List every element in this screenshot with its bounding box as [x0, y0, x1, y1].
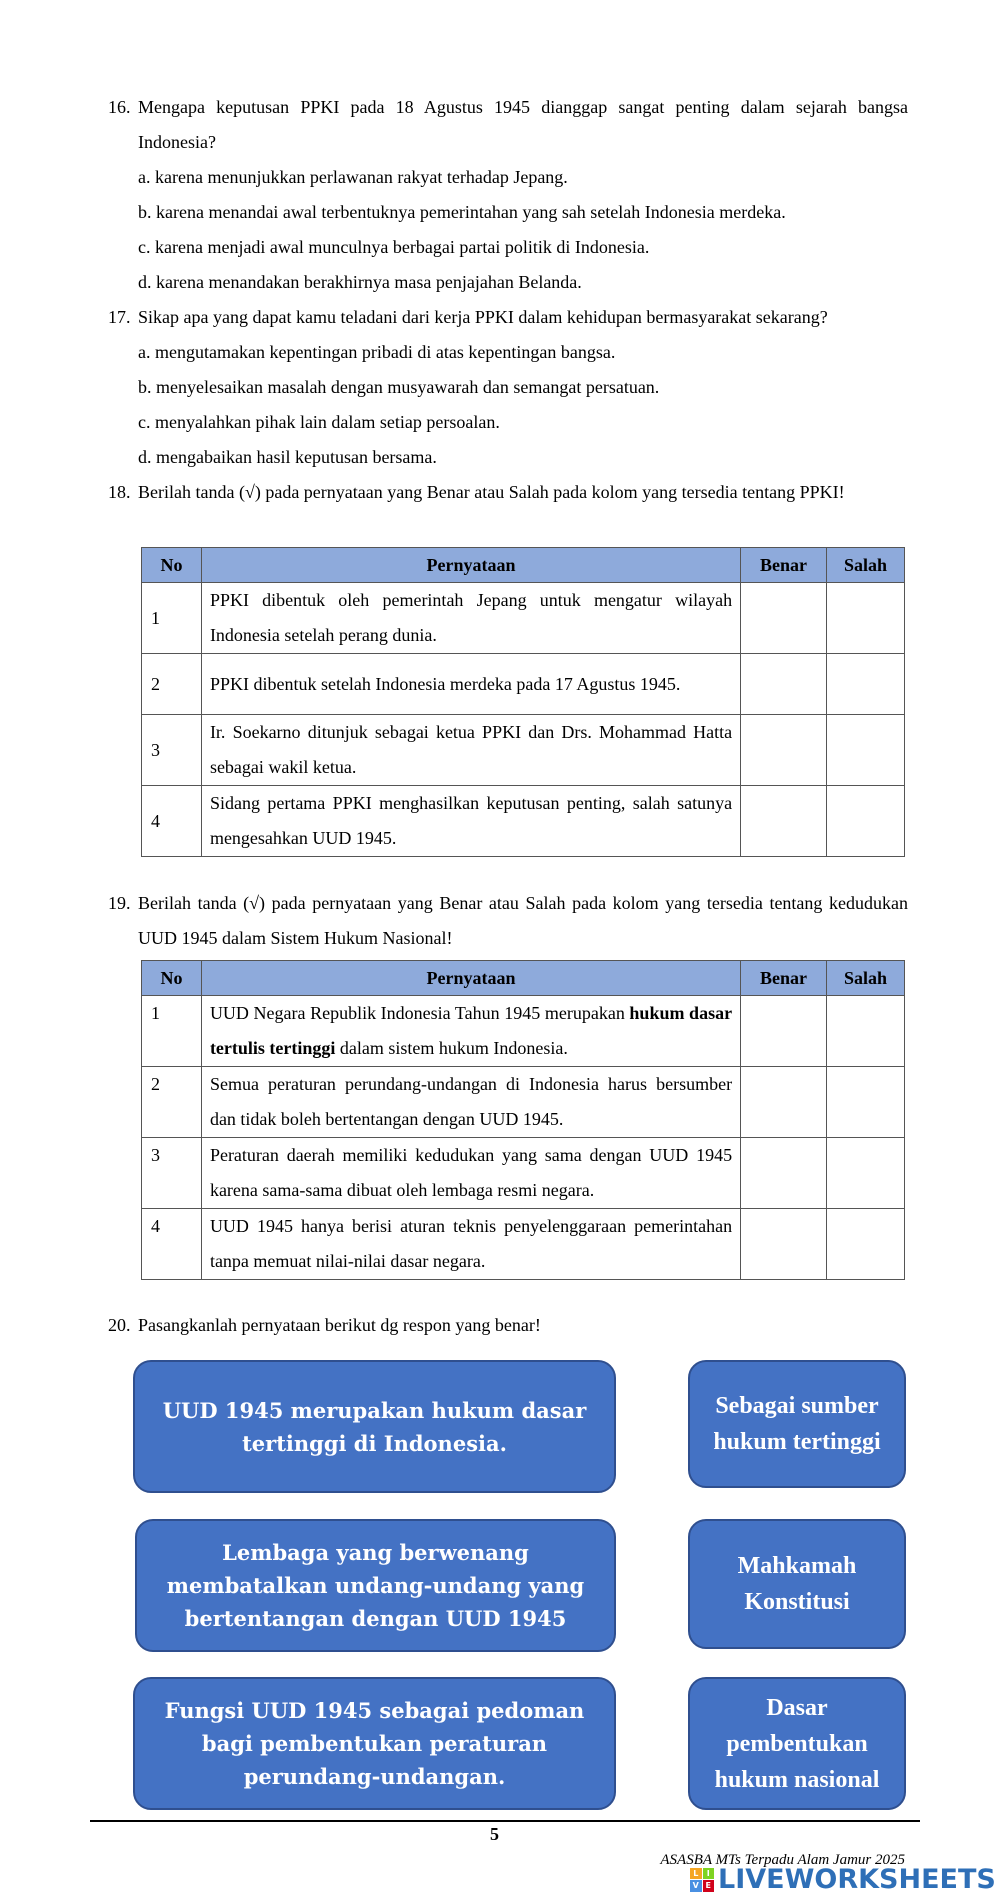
header-true: Benar — [741, 548, 827, 583]
table-row — [142, 583, 905, 654]
true-cell[interactable] — [741, 583, 827, 654]
match-response-3[interactable]: Dasar pembentukan hukum nasional — [688, 1677, 906, 1810]
statement-text: Ir. Soekarno ditunjuk sebagai ketua PPKI dan Drs. Mohammad Hatta sebagai wakil ketua. — [201, 715, 740, 786]
true-cell[interactable] — [741, 654, 827, 715]
question-number: 20. — [108, 1315, 131, 1335]
statement-text-start: UUD Negara Republik Indonesia Tahun 1945 merupakan — [209, 1003, 630, 1023]
question-16 — [108, 90, 908, 300]
question-number: 16. — [108, 97, 131, 117]
statement-text — [201, 996, 740, 1067]
header-no: No — [142, 961, 202, 996]
brand-wordmark: LIVEWORKSHEETS — [718, 1864, 996, 1895]
question-number: 18. — [108, 482, 131, 502]
question-number: 17. — [108, 307, 131, 327]
question-stem: Pasangkanlah pernyataan berikut dg respon yang benar! — [138, 1315, 541, 1335]
statement-text-end: dalam sistem hukum Indonesia. — [335, 1038, 568, 1058]
header-false: Salah — [827, 961, 905, 996]
match-statement-3[interactable]: Fungsi UUD 1945 sebagai pedoman bagi pembentukan peraturan perundang-undangan. — [133, 1677, 616, 1810]
table-row — [142, 786, 905, 857]
header-statement: Pernyataan — [201, 548, 740, 583]
statement-text: PPKI dibentuk oleh pemerintah Jepang untuk mengatur wilayah Indonesia setelah perang dunia. — [201, 583, 740, 654]
table-row — [142, 1067, 905, 1138]
statement-text: UUD 1945 hanya berisi aturan teknis penyelenggaraan pemerintahan tanpa memuat nilai-nilai dasar negara. — [201, 1209, 740, 1280]
false-cell[interactable] — [827, 654, 905, 715]
header-true: Benar — [741, 961, 827, 996]
row-number: 3 — [142, 1138, 202, 1209]
uud-true-false-table — [141, 960, 905, 1280]
true-cell[interactable] — [741, 786, 827, 857]
statement-bold: hukum dasar tertulis tertinggi — [209, 1003, 733, 1058]
header-statement: Pernyataan — [201, 961, 740, 996]
match-response-2[interactable]: Mahkamah Konstitusi — [688, 1519, 906, 1649]
option-b[interactable]: b. menyelesaikan masalah dengan musyawarah dan semangat persatuan. — [138, 377, 660, 397]
row-number: 2 — [142, 654, 202, 715]
liveworksheets-logo-icon — [690, 1868, 714, 1892]
true-cell[interactable] — [741, 996, 827, 1067]
liveworksheets-brand[interactable] — [690, 1864, 996, 1895]
logo-letter: E — [703, 1880, 715, 1892]
question-17 — [108, 300, 908, 475]
match-response-1[interactable]: Sebagai sumber hukum tertinggi — [688, 1360, 906, 1488]
option-c[interactable]: c. karena menjadi awal munculnya berbagai partai politik di Indonesia. — [138, 237, 650, 257]
true-cell[interactable] — [741, 1209, 827, 1280]
row-number: 2 — [142, 1067, 202, 1138]
false-cell[interactable] — [827, 715, 905, 786]
option-b[interactable]: b. karena menandai awal terbentuknya pemerintahan yang sah setelah Indonesia merdeka. — [138, 202, 786, 222]
header-no: No — [142, 548, 202, 583]
question-stem: Berilah tanda (√) pada pernyataan yang Benar atau Salah pada kolom yang tersedia tentang PPKI! — [138, 482, 845, 502]
false-cell[interactable] — [827, 1209, 905, 1280]
question-stem: Berilah tanda (√) pada pernyataan yang Benar atau Salah pada kolom yang tersedia tentang kedudukan UUD 1945 dalam Sistem Hukum Nasional! — [138, 893, 908, 948]
table-row — [142, 654, 905, 715]
match-statement-2[interactable]: Lembaga yang berwenang membatalkan undang-undang yang bertentangan dengan UUD 1945 — [135, 1519, 616, 1652]
page-number: 5 — [490, 1824, 499, 1844]
table-row — [142, 1209, 905, 1280]
option-a[interactable]: a. karena menunjukkan perlawanan rakyat terhadap Jepang. — [138, 167, 568, 187]
match-statement-1[interactable]: UUD 1945 merupakan hukum dasar tertinggi di Indonesia. — [133, 1360, 616, 1493]
logo-letter: V — [690, 1880, 702, 1892]
option-a[interactable]: a. mengutamakan kepentingan pribadi di atas kepentingan bangsa. — [138, 342, 616, 362]
row-number: 1 — [142, 996, 202, 1067]
table-row — [142, 1138, 905, 1209]
school-footer: ASASBA MTs Terpadu Alam Jamur 2025 — [660, 1852, 905, 1868]
statement-text: Sidang pertama PPKI menghasilkan keputusan penting, salah satunya mengesahkan UUD 1945. — [201, 786, 740, 857]
false-cell[interactable] — [827, 786, 905, 857]
logo-letter: I — [703, 1868, 715, 1880]
question-18 — [108, 475, 908, 510]
statement-text: Peraturan daerah memiliki kedudukan yang sama dengan UUD 1945 karena sama-sama dibuat oleh lembaga resmi negara. — [201, 1138, 740, 1209]
header-false: Salah — [827, 548, 905, 583]
footer-divider — [90, 1820, 920, 1822]
false-cell[interactable] — [827, 996, 905, 1067]
true-cell[interactable] — [741, 1067, 827, 1138]
row-number: 4 — [142, 786, 202, 857]
true-cell[interactable] — [741, 1138, 827, 1209]
row-number: 3 — [142, 715, 202, 786]
option-c[interactable]: c. menyalahkan pihak lain dalam setiap persoalan. — [138, 412, 500, 432]
statement-text: Semua peraturan perundang-undangan di Indonesia harus bersumber dan tidak boleh bertentangan dengan UUD 1945. — [201, 1067, 740, 1138]
question-19 — [108, 886, 908, 956]
logo-letter: L — [690, 1868, 702, 1880]
false-cell[interactable] — [827, 1138, 905, 1209]
question-20 — [108, 1308, 908, 1343]
row-number: 4 — [142, 1209, 202, 1280]
option-d[interactable]: d. mengabaikan hasil keputusan bersama. — [138, 447, 437, 467]
statement-text: PPKI dibentuk setelah Indonesia merdeka pada 17 Agustus 1945. — [201, 654, 740, 715]
ppki-true-false-table — [141, 547, 905, 857]
row-number: 1 — [142, 583, 202, 654]
table-row — [142, 996, 905, 1067]
false-cell[interactable] — [827, 583, 905, 654]
table-row — [142, 715, 905, 786]
question-number: 19. — [108, 893, 131, 913]
question-stem: Sikap apa yang dapat kamu teladani dari kerja PPKI dalam kehidupan bermasyarakat sekarang? — [138, 307, 828, 327]
true-cell[interactable] — [741, 715, 827, 786]
question-stem: Mengapa keputusan PPKI pada 18 Agustus 1945 dianggap sangat penting dalam sejarah bangsa Indonesia? — [138, 97, 908, 152]
option-d[interactable]: d. karena menandakan berakhirnya masa penjajahan Belanda. — [138, 272, 582, 292]
false-cell[interactable] — [827, 1067, 905, 1138]
